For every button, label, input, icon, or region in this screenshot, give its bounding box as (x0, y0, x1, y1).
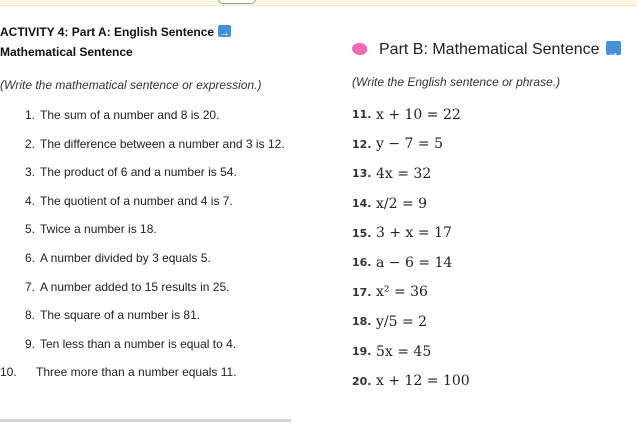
item-text: The square of a number is 81. (40, 308, 201, 323)
list-item (352, 248, 637, 278)
item-number: 5. (24, 222, 35, 237)
item-number: 15. (352, 226, 372, 240)
item-text: A number divided by 3 equals 5. (40, 250, 211, 265)
top-strip (0, 0, 637, 6)
item-number: 17. (352, 285, 372, 299)
list-item (0, 249, 300, 268)
list-item (0, 363, 300, 382)
brain-icon (352, 43, 367, 55)
item-number: 7. (24, 279, 35, 294)
item-number: 9. (24, 336, 35, 351)
list-item (0, 335, 300, 354)
list-item (0, 278, 300, 297)
list-item (0, 306, 300, 325)
list-item (352, 337, 637, 367)
item-number: 20. (352, 374, 372, 388)
part-a-section (0, 22, 300, 398)
list-item (352, 189, 637, 219)
part-a-title-line2: Mathematical Sentence (0, 45, 133, 59)
list-item (352, 159, 637, 189)
item-number: 8. (24, 308, 35, 323)
list-item (352, 366, 637, 396)
math-expression: 3 + x = 17 (376, 225, 452, 242)
list-item (0, 106, 300, 125)
list-item (352, 130, 637, 160)
item-text: Twice a number is 18. (40, 222, 157, 237)
math-expression: y − 7 = 5 (376, 136, 443, 153)
item-text: Ten less than a number is equal to 4. (40, 336, 237, 351)
item-text: The sum of a number and 8 is 20. (40, 108, 220, 122)
top-tab-handle[interactable] (218, 0, 256, 4)
item-text: The product of 6 and a number is 54. (40, 165, 237, 180)
item-text: A number added to 15 results in 25. (40, 279, 230, 294)
list-item (352, 307, 637, 337)
part-b-title-text: Part B: Mathematical Sentence (379, 41, 600, 58)
math-expression: y/5 = 2 (376, 313, 428, 330)
list-item (0, 163, 300, 182)
part-a-title-line1: ACTIVITY 4: Part A: English Sentence (0, 25, 215, 39)
math-expression: x + 12 = 100 (376, 373, 470, 390)
part-b-section (352, 38, 637, 412)
item-number: 14. (352, 197, 372, 211)
item-number: 10. (0, 365, 17, 380)
right-arrow-icon (218, 25, 231, 37)
part-a-title (0, 22, 300, 62)
item-text: The quotient of a number and 4 is 7. (40, 193, 233, 208)
math-expression: 4x = 32 (376, 165, 432, 182)
item-number: 2. (24, 136, 35, 151)
divider (0, 419, 291, 422)
part-b-instruction: (Write the English sentence or phrase.) (352, 75, 561, 89)
math-expression: x/2 = 9 (376, 195, 428, 212)
item-number: 12. (352, 137, 372, 151)
item-number: 4. (24, 193, 35, 208)
list-item (0, 192, 300, 211)
item-number: 6. (24, 250, 35, 265)
math-expression: x² = 36 (376, 284, 428, 301)
list-item (352, 218, 637, 248)
item-number: 1. (24, 108, 35, 122)
part-b-list (352, 100, 637, 396)
item-number: 18. (352, 315, 372, 329)
item-number: 19. (352, 345, 372, 359)
list-item (0, 135, 300, 154)
math-expression: x + 10 = 22 (376, 106, 461, 123)
list-item (0, 220, 300, 239)
math-expression: a − 6 = 14 (376, 254, 453, 271)
list-item (352, 278, 637, 308)
math-expression: 5x = 45 (376, 343, 432, 360)
part-a-instruction: (Write the mathematical sentence or expression.) (0, 78, 262, 92)
part-b-title (352, 38, 637, 62)
item-text: Three more than a number equals 11. (36, 365, 237, 380)
item-number: 16. (352, 256, 372, 270)
list-item (352, 100, 637, 130)
part-a-list (0, 106, 300, 382)
item-number: 3. (24, 165, 35, 180)
item-number: 11. (352, 108, 372, 122)
item-number: 13. (352, 167, 372, 181)
item-text: The difference between a number and 3 is 12. (40, 136, 285, 151)
right-arrow-icon (606, 41, 621, 55)
